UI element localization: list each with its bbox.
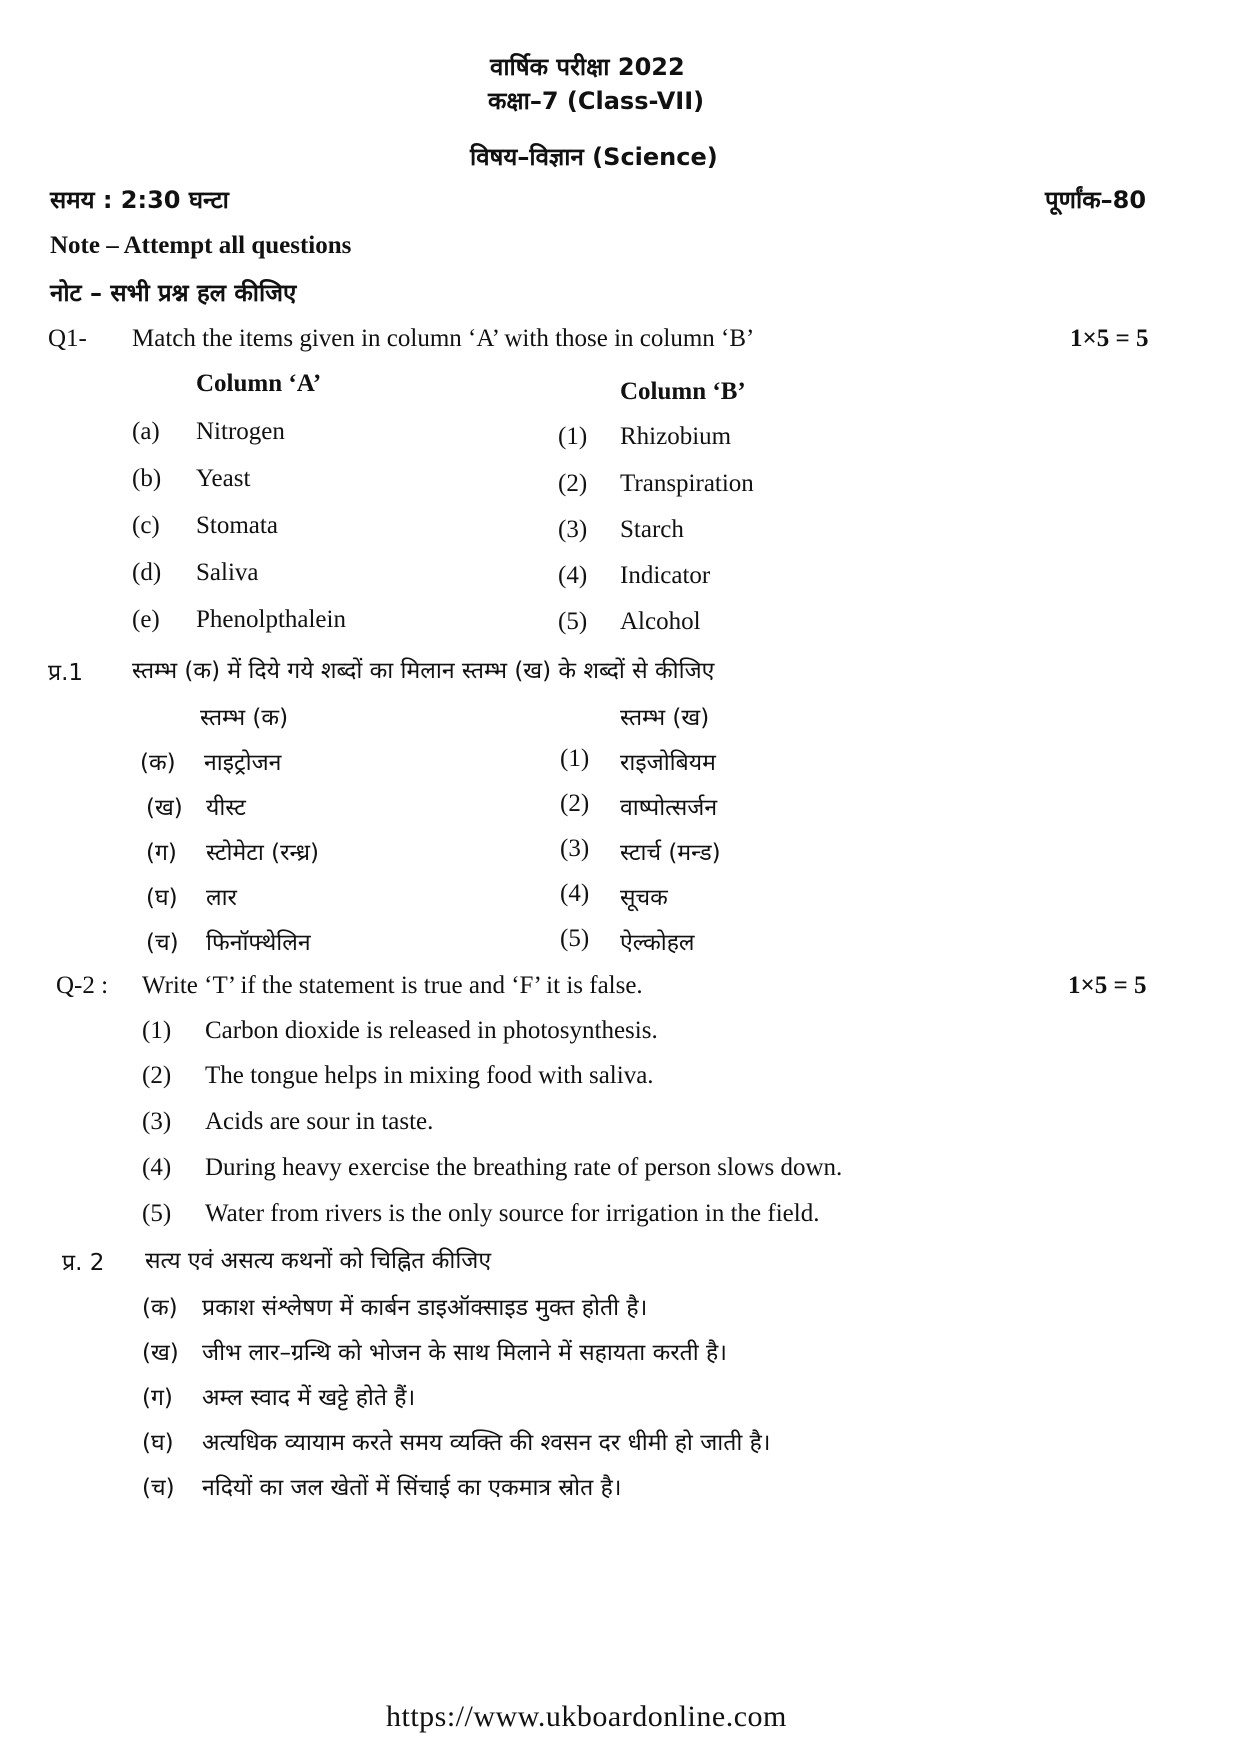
q1-col-b-heading: Column ‘B’ [620, 378, 746, 405]
q1-col-a-heading: Column ‘A’ [196, 370, 322, 397]
q1-hindi-number: प्र.1 [48, 660, 84, 686]
list-item-label: (ग) [142, 1385, 173, 1411]
time-allowed: समय : 2:30 घन्टा [50, 186, 229, 214]
list-item-label: (2) [142, 1062, 172, 1089]
q2-text: Write ‘T’ if the statement is true and ‘F’ it is false. [142, 972, 643, 999]
list-item: स्टार्च (मन्ड) [620, 840, 721, 866]
list-item: Alcohol [620, 608, 701, 635]
list-item-label: (च) [142, 1475, 175, 1501]
max-marks: पूर्णांक–80 [1045, 186, 1147, 214]
list-item: Acids are sour in taste. [205, 1108, 434, 1135]
list-item: Indicator [620, 562, 711, 589]
list-item: लार [206, 885, 237, 911]
subject-line: विषय–विज्ञान (Science) [470, 143, 718, 171]
q1-hindi-col-b-heading: स्तम्भ (ख) [620, 705, 710, 731]
list-item: Nitrogen [196, 418, 285, 445]
note-hindi: नोट – सभी प्रश्न हल कीजिए [50, 279, 297, 307]
exam-title: वार्षिक परीक्षा 2022 [490, 53, 685, 81]
list-item: वाष्पोत्सर्जन [620, 795, 718, 821]
class-line: कक्षा–7 (Class-VII) [488, 87, 705, 115]
list-item-label: (1) [558, 423, 588, 450]
list-item-label: (d) [132, 559, 162, 586]
list-item: The tongue helps in mixing food with saliva. [205, 1062, 654, 1089]
list-item-label: (3) [560, 835, 590, 862]
q1-hindi-text: स्तम्भ (क) में दिये गये शब्दों का मिलान स्तम्भ (ख) के शब्दों से कीजिए [132, 658, 715, 684]
list-item: स्टोमेटा (रन्ध्र) [206, 840, 319, 866]
list-item-label: (च) [146, 930, 179, 956]
q1-hindi-col-a-heading: स्तम्भ (क) [200, 705, 289, 731]
list-item: Phenolpthalein [196, 606, 346, 633]
list-item: अत्यधिक व्यायाम करते समय व्यक्ति की श्वसन दर धीमी हो जाती है। [202, 1430, 771, 1456]
list-item: प्रकाश संश्लेषण में कार्बन डाइऑक्साइड मुक्त होती है। [202, 1295, 648, 1321]
list-item-label: (e) [132, 606, 160, 633]
list-item: फिनॉफ्थेलिन [206, 930, 311, 956]
list-item-label: (5) [558, 608, 588, 635]
list-item: नदियों का जल खेतों में सिंचाई का एकमात्र स्रोत है। [202, 1475, 622, 1501]
list-item-label: (ग) [146, 840, 177, 866]
q1-text: Match the items given in column ‘A’ with those in column ‘B’ [132, 325, 755, 352]
list-item: Starch [620, 516, 684, 543]
list-item: सूचक [620, 885, 668, 911]
list-item-label: (3) [558, 516, 588, 543]
list-item: राइजोबियम [620, 750, 716, 776]
q2-marks: 1×5 = 5 [1068, 972, 1147, 999]
list-item: Water from rivers is the only source for irrigation in the field. [205, 1200, 820, 1227]
list-item: Yeast [196, 465, 251, 492]
list-item-label: (ख) [146, 795, 183, 821]
list-item-label: (घ) [146, 885, 178, 911]
list-item: नाइट्रोजन [204, 750, 282, 776]
list-item-label: (ख) [142, 1340, 179, 1366]
list-item: Transpiration [620, 470, 754, 497]
list-item-label: (b) [132, 465, 162, 492]
list-item-label: (4) [142, 1154, 172, 1181]
list-item-label: (5) [560, 925, 590, 952]
list-item-label: (1) [560, 745, 590, 772]
list-item-label: (घ) [142, 1430, 174, 1456]
list-item-label: (5) [142, 1200, 172, 1227]
list-item: यीस्ट [206, 795, 246, 821]
q1-number: Q1- [48, 325, 87, 352]
list-item: Saliva [196, 559, 259, 586]
list-item-label: (क) [142, 1295, 178, 1321]
list-item-label: (c) [132, 512, 160, 539]
list-item: अम्ल स्वाद में खट्टे होते हैं। [202, 1385, 416, 1411]
list-item: During heavy exercise the breathing rate of person slows down. [205, 1154, 843, 1181]
list-item-label: (3) [142, 1108, 172, 1135]
list-item-label: (a) [132, 418, 160, 445]
list-item-label: (2) [558, 470, 588, 497]
list-item: जीभ लार–ग्रन्थि को भोजन के साथ मिलाने में सहायता करती है। [202, 1340, 727, 1366]
list-item-label: (4) [558, 562, 588, 589]
list-item-label: (1) [142, 1017, 172, 1044]
list-item: Stomata [196, 512, 278, 539]
note-english: Note – Attempt all questions [50, 232, 352, 259]
list-item: ऐल्कोहल [620, 930, 695, 956]
list-item: Rhizobium [620, 423, 732, 450]
list-item-label: (4) [560, 880, 590, 907]
q2-hindi-number: प्र. 2 [62, 1250, 105, 1276]
footer-url: https://www.ukboardonline.com [386, 1700, 787, 1733]
list-item-label: (2) [560, 790, 590, 817]
q1-marks: 1×5 = 5 [1070, 325, 1149, 352]
q2-hindi-text: सत्य एवं असत्य कथनों को चिह्नित कीजिए [145, 1248, 492, 1274]
list-item-label: (क) [140, 750, 176, 776]
list-item: Carbon dioxide is released in photosynthesis. [205, 1017, 658, 1044]
q2-number: Q-2 : [56, 972, 109, 999]
